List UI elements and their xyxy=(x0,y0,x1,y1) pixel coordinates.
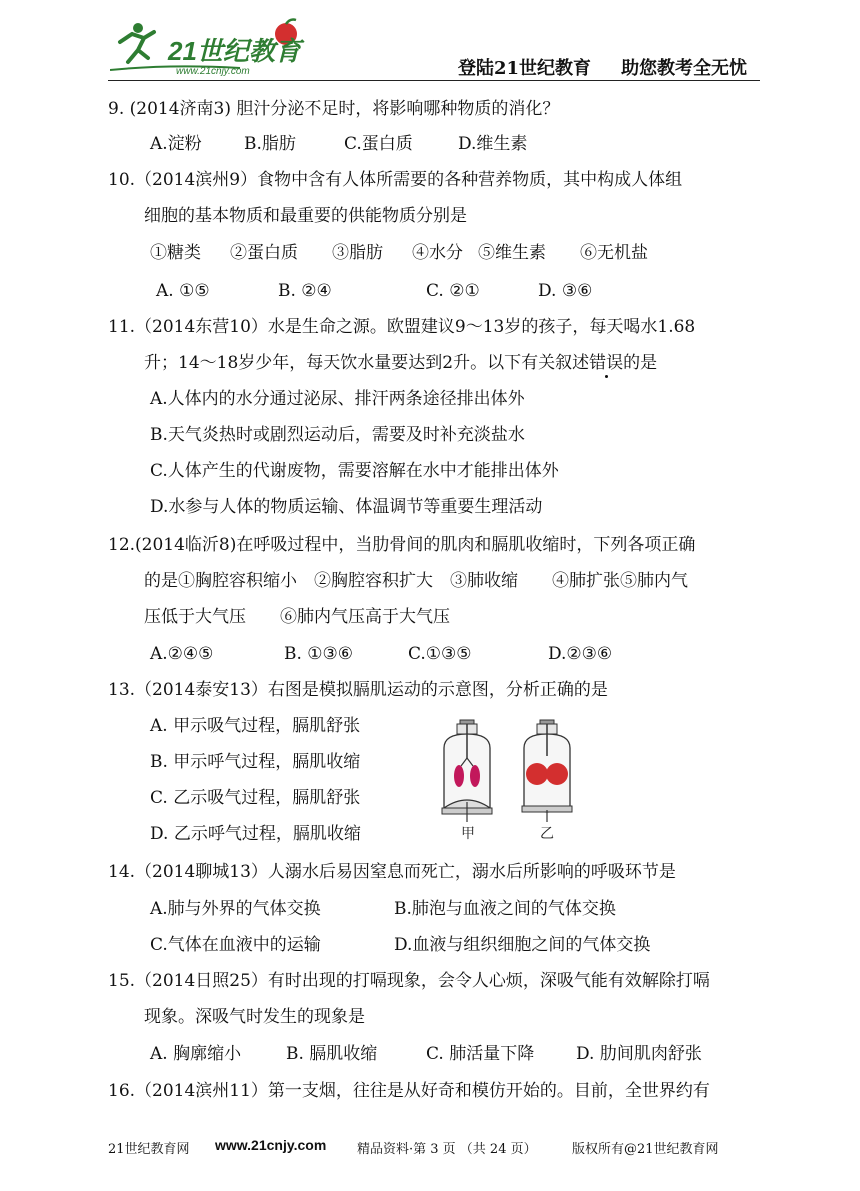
q10-item-4: ④水分 xyxy=(412,243,463,263)
q10-item-6: ⑥无机盐 xyxy=(580,243,648,263)
q12-options xyxy=(150,643,612,665)
q11-option-b: B.天气炎热时或剧烈运动后，需要及时补充淡盐水 xyxy=(150,425,525,445)
q10-item-3: ③脂肪 xyxy=(332,243,383,263)
q11-stem-text: 升；14～18岁少年，每天饮水量要达到2升。以下有关叙述 xyxy=(144,353,590,373)
bell-jar-yi xyxy=(522,720,572,822)
q15-options xyxy=(150,1043,702,1065)
q14-options-row2 xyxy=(150,934,650,956)
q15-stem-line1: 15.（2014日照25）有时出现的打嗝现象，会令人心烦，深吸气能有效解除打嗝 xyxy=(108,971,710,991)
running-figure-icon xyxy=(120,23,154,62)
logo-text: 21世纪教育 xyxy=(168,36,301,66)
q9-stem: 9. (2014济南3) 胆汁分泌不足时，将影响哪种物质的消化？ xyxy=(108,99,560,119)
slogan-right: 助您教考全无忧 xyxy=(621,58,748,79)
q9-option-b: B.脂肪 xyxy=(244,134,296,154)
q12-stem-line1: 12.(2014临沂8)在呼吸过程中，当肋骨间的肌肉和膈肌收缩时，下列各项正确 xyxy=(108,535,696,555)
footer-copyright: 版权所有@21世纪教育网 xyxy=(572,1142,719,1157)
q13-option-d: D. 乙示呼气过程，膈肌收缩 xyxy=(150,824,361,844)
bell-jar-jia xyxy=(442,720,492,822)
figure-label-yi: 乙 xyxy=(540,826,554,842)
q14-option-a: A.肺与外界的气体交换 xyxy=(150,899,321,919)
diaphragm-model-figure xyxy=(432,718,592,844)
q10-option-b: B. ②④ xyxy=(278,281,332,301)
q10-option-d: D. ③⑥ xyxy=(538,281,593,301)
q11-stem-end: 的是 xyxy=(623,353,658,373)
balloon-lung-right-icon xyxy=(470,765,480,787)
header-slogan xyxy=(458,54,747,80)
q10-item-5: ⑤维生素 xyxy=(478,243,546,263)
logo-url: www.21cnjy.com xyxy=(176,66,250,77)
q11-option-c: C.人体产生的代谢废物，需要溶解在水中才能排出体外 xyxy=(150,461,559,481)
q13-stem: 13.（2014泰安13）右图是模拟膈肌运动的示意图，分析正确的是 xyxy=(108,680,608,700)
q16-stem: 16.（2014滨州11）第一支烟，往往是从好奇和模仿开始的。目前，全世界约有 xyxy=(108,1081,710,1101)
q14-option-d: D.血液与组织细胞之间的气体交换 xyxy=(394,935,651,955)
q11-option-d: D.水参与人体的物质运输、体温调节等重要生理活动 xyxy=(150,497,543,517)
site-logo xyxy=(110,18,310,78)
q9-option-a: A.淀粉 xyxy=(150,134,202,154)
q10-stem-line2: 细胞的基本物质和最重要的供能物质分别是 xyxy=(144,206,467,226)
q15-stem-line2: 现象。深吸气时发生的现象是 xyxy=(144,1007,365,1027)
q10-option-a: A. ①⑤ xyxy=(156,281,210,301)
q13-option-c: C. 乙示吸气过程，膈肌舒张 xyxy=(150,788,361,808)
q13-option-b: B. 甲示呼气过程，膈肌收缩 xyxy=(150,752,361,772)
q14-option-c: C.气体在血液中的运输 xyxy=(150,935,321,955)
slogan-left: 登陆21世纪教育 xyxy=(458,58,592,79)
q11-stem-line1: 11.（2014东营10）水是生命之源。欧盟建议9～13岁的孩子，每天喝水1.68 xyxy=(108,317,696,337)
footer-page-info: 精品资料·第 3 页 （共 24 页） xyxy=(357,1142,537,1157)
q12-option-c: C.①③⑤ xyxy=(408,644,472,664)
q12-option-a: A.②④⑤ xyxy=(150,644,214,664)
q10-item-2: ②蛋白质 xyxy=(230,243,298,263)
q10-stem-line1: 10.（2014滨州9）食物中含有人体所需要的各种营养物质，其中构成人体组 xyxy=(108,170,683,190)
q10-item-1: ①糖类 xyxy=(150,243,201,263)
q15-option-a: A. 胸廓缩小 xyxy=(150,1044,242,1064)
footer-site: 21世纪教育网 xyxy=(108,1142,190,1157)
q14-stem: 14.（2014聊城13）人溺水后易因窒息而死亡，溺水后所影响的呼吸环节是 xyxy=(108,862,676,882)
q11-stem-line2 xyxy=(144,352,657,374)
figure-label-jia: 甲 xyxy=(461,826,475,842)
q13-option-a: A. 甲示吸气过程，膈肌舒张 xyxy=(150,716,361,736)
q9-options xyxy=(150,133,527,155)
q12-stem-line3: 压低于大气压 ⑥肺内气压高于大气压 xyxy=(144,607,450,627)
q12-option-b: B. ①③⑥ xyxy=(284,644,354,664)
footer-url-link[interactable]: www.21cnjy.com xyxy=(215,1137,327,1153)
q15-option-c: C. 肺活量下降 xyxy=(426,1044,535,1064)
q14-option-b: B.肺泡与血液之间的气体交换 xyxy=(394,899,616,919)
inflated-lung-right-icon xyxy=(546,763,568,785)
q11-emphasis-word: 错误 xyxy=(589,353,624,373)
q10-options xyxy=(156,280,592,302)
q9-option-d: D.维生素 xyxy=(458,134,528,154)
q12-option-d: D.②③⑥ xyxy=(548,644,613,664)
q11-option-a: A.人体内的水分通过泌尿、排汗两条途径排出体外 xyxy=(150,389,525,409)
q15-option-d: D. 肋间肌肉舒张 xyxy=(576,1044,702,1064)
inflated-lung-left-icon xyxy=(526,763,548,785)
q15-option-b: B. 膈肌收缩 xyxy=(286,1044,378,1064)
q10-option-c: C. ②① xyxy=(426,281,480,301)
page-header xyxy=(0,0,860,90)
q14-options-row1 xyxy=(150,898,616,920)
q9-option-c: C.蛋白质 xyxy=(344,134,413,154)
header-divider xyxy=(108,80,760,81)
balloon-lung-left-icon xyxy=(454,765,464,787)
q10-items xyxy=(150,242,648,264)
q12-stem-line2: 的是①胸腔容积缩小 ②胸腔容积扩大 ③肺收缩 ④肺扩张⑤肺内气 xyxy=(144,571,688,591)
